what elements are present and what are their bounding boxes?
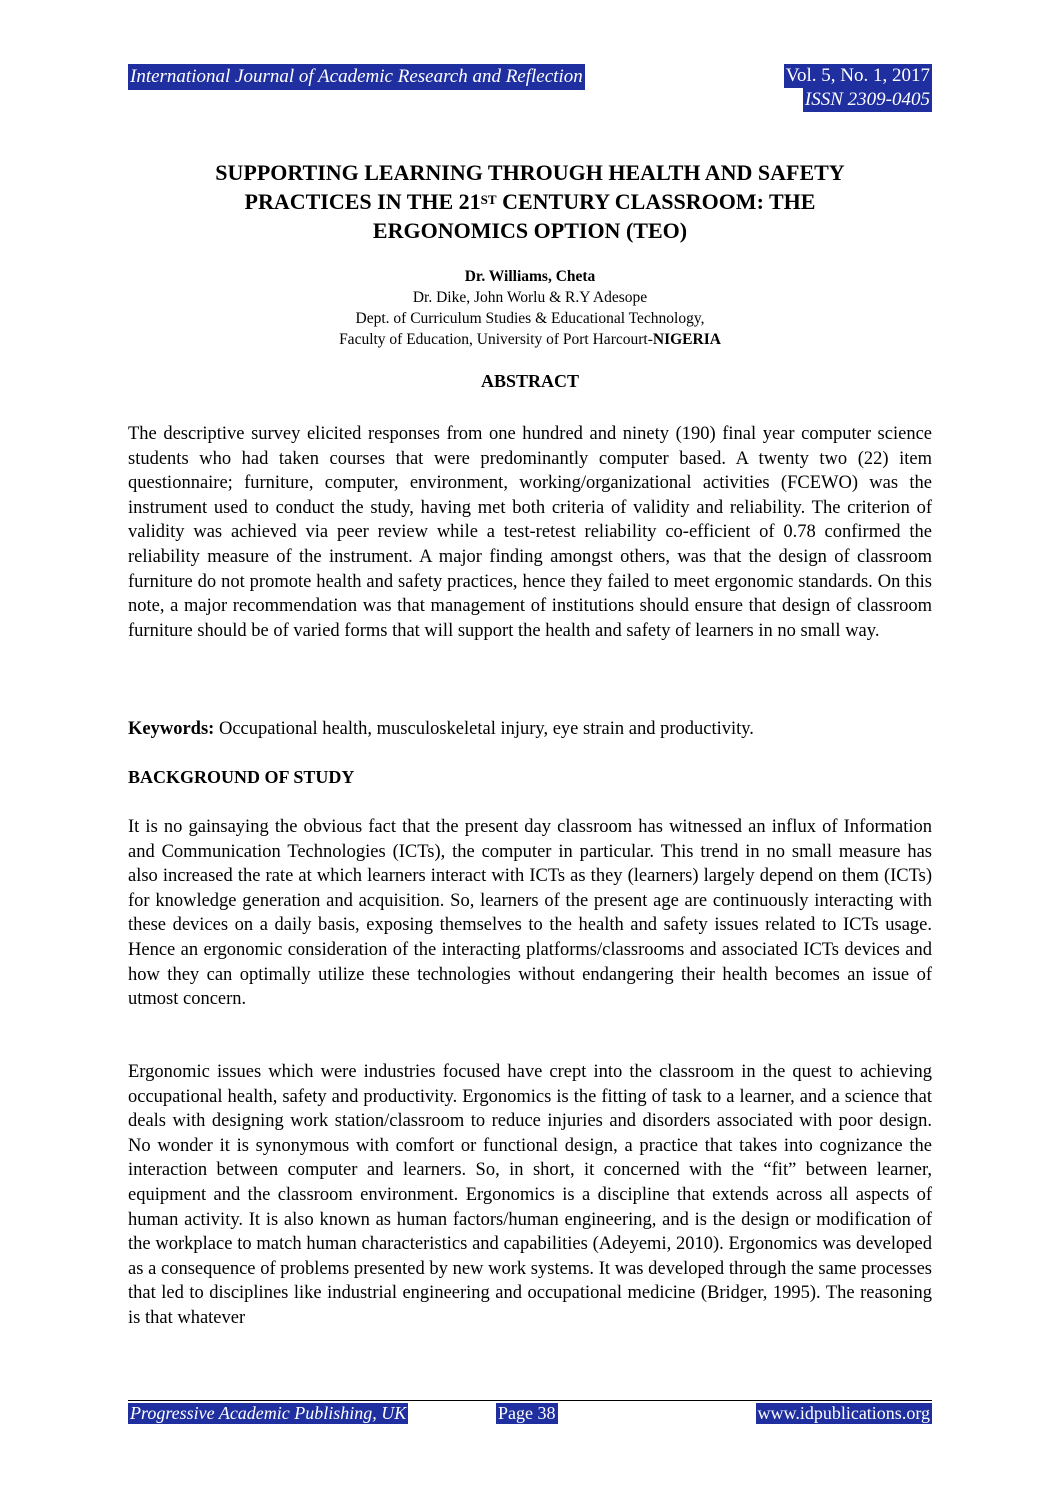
keywords-text: Occupational health, musculoskeletal injury, eye strain and productivity. [214,719,754,739]
country: NIGERIA [652,331,721,348]
page-number: Page 38 [498,1403,556,1423]
title-line-3: ERGONOMICS OPTION (TEO) [372,218,688,243]
title-line-2-pre: PRACTICES IN THE 21 [244,189,481,214]
title-line-1: SUPPORTING LEARNING THROUGH HEALTH AND SAFETY [215,160,845,185]
lead-author: Dr. Williams, Cheta [464,268,596,285]
abstract-heading: ABSTRACT [480,371,580,391]
faculty-affiliation [128,329,932,350]
background-heading: BACKGROUND OF STUDY [128,767,355,787]
page-footer [128,1400,932,1424]
keywords-label: Keywords: [128,719,215,739]
faculty-text: Faculty of Education, University of Port Harcourt- [339,331,653,348]
background-paragraph-1: It is no gainsaying the obvious fact that the present day classroom has witnessed an influx of Information and Communication Technologies (ICTs), the computer in particular. This trend in no small measure has also increased the rate at which learners interact with ICTs as they (learners) largely depend on them (ICTs) for knowledge generation and acquisition. So, learners of the present age are continuously interacting with these devices on a daily basis, exposing themselves to the health and safety issues related to ICTs usage. Hence an ergonomic consideration of the interacting platforms/classrooms and associated ICTs devices and how they can optimally utilize these technologies without endangering their health becomes an issue of utmost concern. [128,817,932,1010]
co-authors: Dr. Dike, John Worlu & R.Y Adesope [412,289,648,306]
issn-info: ISSN 2309-0405 [804,89,930,110]
keywords-line [128,717,932,742]
journal-name: International Journal of Academic Research and Reflection [128,64,585,90]
publisher-url: www.idpublications.org [757,1403,930,1423]
paper-title [128,158,932,245]
department: Dept. of Curriculum Studies & Educational Technology, [355,310,705,327]
journal-issue-info [784,64,932,112]
abstract-text: The descriptive survey elicited responses from one hundred and ninety (190) final year computer science students who had taken courses that were predominantly computer based. A twenty two (22) item questionnaire; furniture, computer, environment, working/organizational activities (FCEWO) was the instrument used to conduct the study, having met both criteria of validity and reliability. The criterion of validity was achieved via peer review while a test-retest reliability co-efficient of 0.78 confirmed the reliability measure of the instrument. A major finding amongst others, was that the design of classroom furniture do not promote health and safety practices, hence they failed to meet ergonomic standards. On this note, a major recommendation was that management of institutions should ensure that design of classroom furniture should be of varied forms that will support the health and safety of learners in no small way. [128,424,932,641]
author-block [128,266,932,350]
publisher-name: Progressive Academic Publishing, UK [130,1403,407,1423]
title-superscript: ST [480,192,497,207]
background-paragraph-2: Ergonomic issues which were industries focused have crept into the classroom in the quest to achieving occupational health, safety and productivity. Ergonomics is the fitting of task to a learner, and a science that deals with designing work station/classroom to reduce injuries and disorders associated with poor design. No wonder it is synonymous with comfort or functional design, a practice that takes into cognizance the interaction between computer and learners. So, in short, it concerned with the “fit” between learner, equipment and the classroom environment. Ergonomics is a discipline that extends across all aspects of human activity. It is also known as human factors/human engineering, and is the design or modification of the workplace to match human characteristics and capabilities (Adeyemi, 2010). Ergonomics was developed as a consequence of problems presented by new work systems. It was developed through the same processes that led to disciplines like industrial engineering and occupational medicine (Bridger, 1995). The reasoning is that whatever [128,1062,932,1328]
volume-info: Vol. 5, No. 1, 2017 [785,65,930,86]
title-line-2-post: CENTURY CLASSROOM: THE [496,189,816,214]
